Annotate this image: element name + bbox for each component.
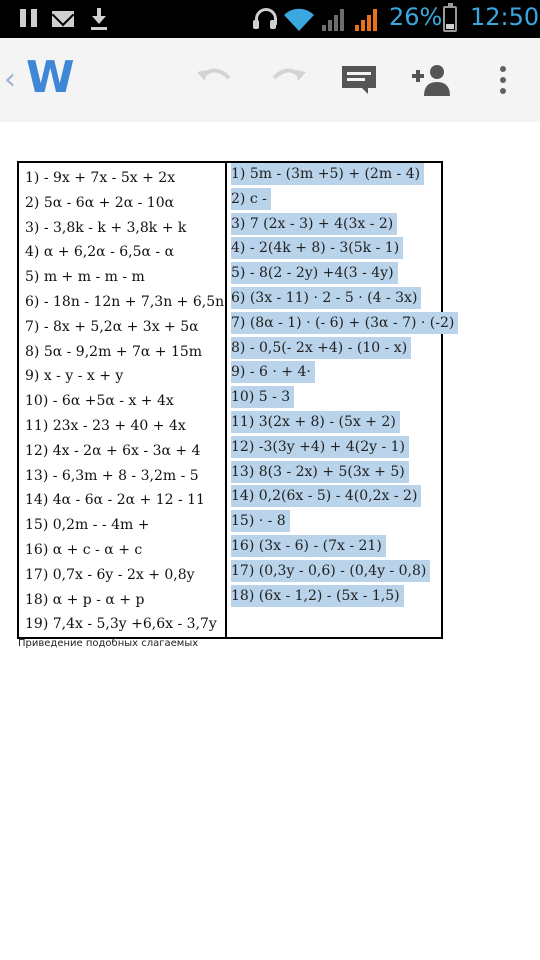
right-exercise-row-selected[interactable]: 1) 5m - (3m +5) + (2m - 4) — [231, 163, 424, 185]
left-exercise-row: 7) - 8x + 5,2α + 3x + 5α — [25, 318, 199, 335]
right-exercise-row-selected[interactable]: 12) -3(3y +4) + 4(2y - 1) — [231, 436, 409, 458]
left-exercise-row: 17) 0,7x - 6y - 2x + 0,8y — [25, 566, 195, 583]
left-exercise-row: 3) - 3,8k - k + 3,8k + k — [25, 219, 187, 236]
signal-icon — [322, 7, 348, 31]
mail-icon — [52, 11, 74, 27]
left-exercise-row: 6) - 18n - 12n + 7,3n + 6,5n — [25, 294, 225, 310]
right-exercise-row-selected[interactable]: 11) 3(2x + 8) - (5x + 2) — [231, 411, 400, 433]
left-exercise-row: 12) 4x - 2α + 6x - 3α + 4 — [25, 442, 201, 459]
caption: Приведение подобных слагаемых — [18, 638, 199, 649]
left-exercise-row: 10) - 6α +5α - x + 4x — [25, 393, 174, 410]
right-exercise-row-selected[interactable]: 4) - 2(4k + 8) - 3(5k - 1) — [231, 237, 403, 259]
headphones-icon — [253, 8, 277, 30]
left-exercise-row: 14) 4α - 6α - 2α + 12 - 11 — [25, 492, 205, 509]
status-bar — [0, 0, 540, 38]
app-logo[interactable]: W — [26, 52, 75, 103]
left-exercise-row: 18) α + p - α + p — [25, 591, 145, 608]
right-column — [227, 163, 455, 637]
left-exercise-row: 16) α + c - α + c — [25, 542, 143, 558]
clock: 12:50 — [470, 3, 540, 31]
right-exercise-row-selected[interactable]: 10) 5 - 3 — [231, 386, 294, 408]
exercise-table — [17, 161, 455, 639]
right-exercise-row-selected[interactable]: 9) - 6 · + 4· — [231, 361, 315, 383]
right-exercise-row-selected[interactable]: 16) (3x - 6) - (7x - 21) — [231, 535, 386, 557]
left-exercise-row: 5) m + m - m - m — [25, 269, 145, 286]
left-column — [19, 163, 227, 637]
right-exercise-row-selected[interactable]: 15) · - 8 — [231, 510, 290, 532]
right-exercise-row-selected[interactable]: 13) 8(3 - 2x) + 5(3x + 5) — [231, 461, 409, 483]
right-exercise-row-selected[interactable]: 7) (8α - 1) · (- 6) + (3α - 7) · (-2) — [231, 312, 458, 334]
left-exercise-row: 4) α + 6,2α - 6,5α - α — [25, 244, 175, 261]
left-exercise-row: 15) 0,2m - - 4m + — [25, 517, 150, 534]
left-exercise-row: 9) x - y - x + y — [25, 368, 124, 385]
right-exercise-row-selected[interactable]: 6) (3x - 11) · 2 - 5 · (4 - 3x) — [231, 287, 421, 309]
right-exercise-row-selected[interactable]: 14) 0,2(6x - 5) - 4(0,2x - 2) — [231, 485, 421, 507]
right-exercise-row-selected[interactable]: 2) c - — [231, 188, 271, 210]
back-chevron-icon[interactable]: ‹ — [4, 62, 16, 97]
redo-icon[interactable] — [268, 64, 308, 94]
left-exercise-row: 8) 5α - 9,2m + 7α + 15m — [25, 343, 203, 360]
left-exercise-row: 1) - 9x + 7x - 5x + 2x — [25, 170, 176, 186]
document-page — [0, 122, 540, 960]
app-bar — [0, 38, 540, 122]
right-exercise-row-selected[interactable]: 3) 7 (2x - 3) + 4(3x - 2) — [231, 213, 397, 235]
signal-icon-2 — [355, 7, 381, 31]
undo-icon[interactable] — [195, 64, 235, 94]
comment-icon[interactable] — [342, 66, 376, 94]
left-exercise-row: 19) 7,4x - 5,3y +6,6x - 3,7y — [25, 616, 217, 633]
right-exercise-row-selected[interactable]: 18) (6x - 1,2) - (5x - 1,5) — [231, 585, 404, 607]
battery-percent: 26% — [389, 3, 443, 31]
wifi-icon — [283, 6, 315, 32]
left-exercise-row: 2) 5α - 6α + 2α - 10α — [25, 194, 175, 211]
right-exercise-row-selected[interactable]: 8) - 0,5(- 2x +4) - (10 - x) — [231, 337, 411, 359]
right-exercise-row-selected[interactable]: 5) - 8(2 - 2y) +4(3 - 4y) — [231, 262, 398, 284]
battery-icon — [443, 6, 457, 32]
pause-icon — [20, 9, 38, 27]
more-vert-icon[interactable] — [495, 64, 511, 96]
right-exercise-row-selected[interactable]: 17) (0,3y - 0,6) - (0,4y - 0,8) — [231, 560, 430, 582]
add-person-icon[interactable] — [412, 64, 452, 96]
left-exercise-row: 13) - 6,3m + 8 - 3,2m - 5 — [25, 467, 199, 484]
left-exercise-row: 11) 23x - 23 + 40 + 4x — [25, 418, 186, 434]
download-icon — [90, 8, 108, 30]
